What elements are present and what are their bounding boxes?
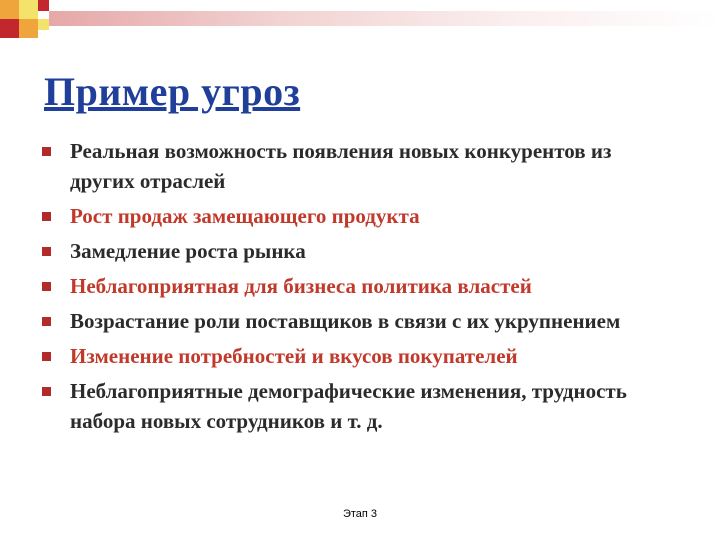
- square-bullet-icon: [42, 387, 51, 396]
- bullet-text: Изменение потребностей и вкусов покупателей: [70, 344, 518, 368]
- bullet-text: Реальная возможность появления новых конкурентов из других отраслей: [70, 139, 612, 193]
- decor-square: [0, 19, 19, 38]
- bullet-text: Возрастание роли поставщиков в связи с их укрупнением: [70, 309, 621, 333]
- bullet-item: [40, 341, 680, 371]
- bullet-item: [40, 201, 680, 231]
- square-bullet-icon: [42, 247, 51, 256]
- bullet-list: [40, 136, 680, 441]
- square-bullet-icon: [42, 317, 51, 326]
- square-bullet-icon: [42, 147, 51, 156]
- header-decoration: [0, 0, 720, 40]
- bullet-text: Рост продаж замещающего продукта: [70, 204, 420, 228]
- bullet-item: [40, 271, 680, 301]
- decor-square: [19, 0, 38, 19]
- slide-footer: Этап 3: [342, 508, 378, 520]
- bullet-item: [40, 136, 680, 196]
- square-bullet-icon: [42, 282, 51, 291]
- bullet-item: [40, 236, 680, 266]
- bullet-item: [40, 306, 680, 336]
- bullet-text: Неблагоприятные демографические изменения, трудность набора новых сотрудников и т. д.: [70, 379, 627, 433]
- square-bullet-icon: [42, 352, 51, 361]
- decor-square: [38, 19, 49, 30]
- decor-square: [19, 19, 38, 38]
- slide-title: Пример угроз: [44, 69, 301, 114]
- decor-square: [0, 0, 19, 19]
- bullet-item: [40, 376, 680, 436]
- decor-square: [38, 0, 49, 11]
- decor-gradient-bar: [49, 11, 720, 26]
- bullet-text: Замедление роста рынка: [70, 239, 306, 263]
- bullet-text: Неблагоприятная для бизнеса политика властей: [70, 274, 532, 298]
- square-bullet-icon: [42, 212, 51, 221]
